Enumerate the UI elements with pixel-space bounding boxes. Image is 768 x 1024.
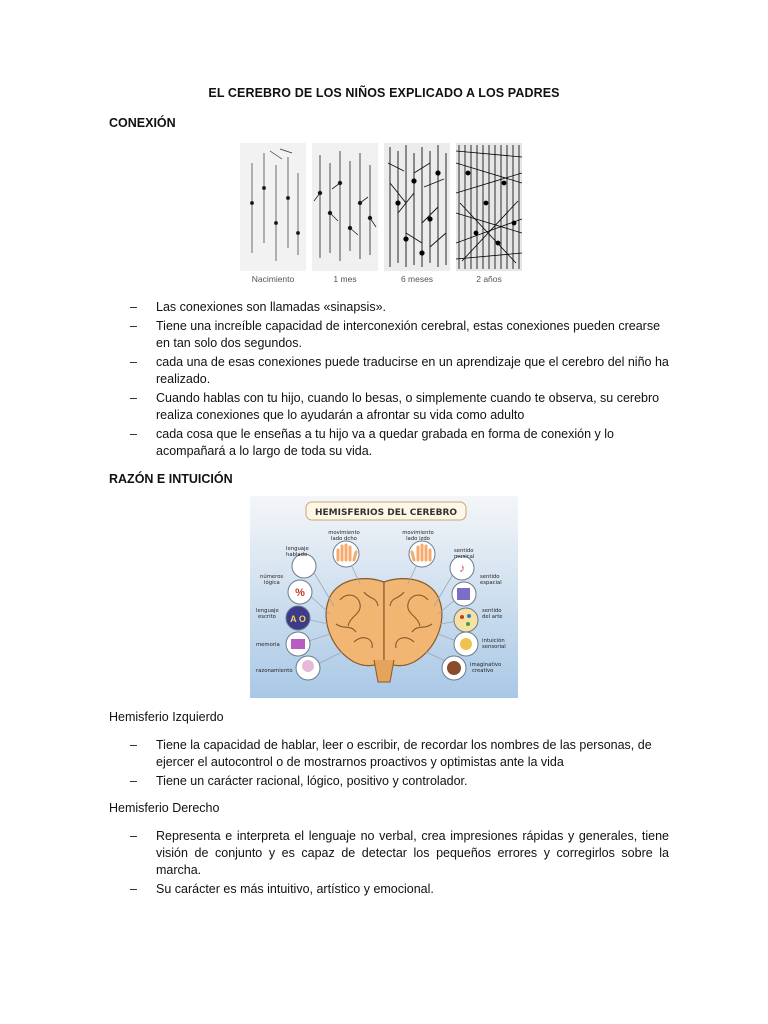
label-memory: memoria — [256, 642, 280, 648]
bullet-dash: – — [130, 391, 137, 405]
label-movement-left-line1: movimiento — [402, 530, 434, 536]
list-item — [109, 390, 669, 424]
bullet-text: Su carácter es más intuitivo, artístico y emocional. — [156, 882, 434, 896]
label-written-language-line2: escrito — [258, 614, 276, 620]
neuron-panel-2-years — [456, 143, 522, 271]
label-musical-sense-line1: sentido — [454, 548, 474, 554]
document-title: EL CEREBRO DE LOS NIÑOS EXPLICADO A LOS PADRES — [208, 86, 560, 100]
bullet-text: cada cosa que le enseñas a tu hijo va a quedar grabada en forma de conexión y lo acompañará a lo largo de toda su vida. — [156, 427, 614, 458]
label-spatial-sense-line1: sentido — [480, 574, 500, 580]
label-spoken-language-line2: hablado — [286, 552, 308, 558]
bullet-dash: – — [130, 774, 137, 788]
math-symbol-glyph: % — [295, 587, 305, 599]
label-movement-left-line2: lado izdo — [406, 536, 430, 542]
memory-box-glyph — [291, 639, 305, 649]
label-creative-line2: creativo — [472, 668, 494, 674]
label-intuition-line1: intuición — [482, 638, 505, 644]
reasoning-face-glyph — [302, 660, 314, 672]
cube-glyph — [457, 588, 470, 600]
list-item — [109, 828, 669, 879]
right-hemisphere-bullet-list — [109, 828, 669, 900]
label-movement-right-line2: lado dcho — [331, 536, 357, 542]
label-written-language-line1: lenguaje — [256, 608, 279, 614]
list-item — [109, 299, 669, 316]
section-heading-right-hemisphere: Hemisferio Derecho — [109, 801, 220, 815]
neuron-label-2-years: 2 años — [476, 274, 502, 284]
bullet-text: Representa e interpreta el lenguaje no verbal, crea impresiones rápidas y generales, tiene visión de conjunto y es capaz de detectar los pequeños errores y corregirlos sobre la marcha. — [156, 829, 669, 877]
label-reasoning: razonamiento — [256, 668, 293, 674]
palette-icon — [454, 608, 478, 632]
bullet-dash: – — [130, 882, 137, 896]
bullet-dash: – — [130, 427, 137, 441]
bullet-text: Las conexiones son llamadas «sinapsis». — [156, 300, 386, 314]
palette-dot-blue — [467, 614, 471, 618]
label-creative-line1: imaginativo — [470, 662, 502, 668]
bullet-dash: – — [130, 300, 137, 314]
figure-title: HEMISFERIOS DEL CEREBRO — [314, 508, 458, 518]
label-intuition-line2: sensorial — [482, 644, 506, 650]
list-item — [109, 318, 669, 352]
neuron-panel-6-months — [384, 143, 450, 271]
bullet-text: cada una de esas conexiones puede traducirse en un aprendizaje que el cerebro del niño ha realizado. — [156, 355, 669, 386]
bullet-text: Cuando hablas con tu hijo, cuando lo besas, o simplemente cuando te observa, su cerebro realiza conexiones que lo ayudarán a afrontar su vida como adulto — [156, 391, 660, 422]
section-heading-razon: RAZÓN E INTUICIÓN — [109, 472, 233, 486]
list-item — [109, 737, 669, 771]
label-numbers-logic-line2: lógica — [264, 580, 280, 586]
bullet-text: Tiene la capacidad de hablar, leer o escribir, de recordar los nombres de las personas, de ejercer el autocontrol o de mostrarnos proactivos y optimistas ante la vida — [156, 738, 652, 769]
palette-dot-green — [466, 622, 470, 626]
section-heading-left-hemisphere: Hemisferio Izquierdo — [109, 710, 224, 724]
label-spoken-language-line1: lenguaje — [286, 546, 309, 552]
label-musical-sense-line2: musical — [454, 554, 475, 560]
bullet-dash: – — [130, 829, 137, 843]
creative-glyph — [447, 661, 461, 675]
label-numbers-logic-line1: números — [260, 574, 284, 580]
brain-hemispheres-figure — [250, 496, 518, 698]
neuron-panel-1-month — [312, 143, 378, 271]
intuition-glyph — [460, 638, 472, 650]
hand-right-icon — [409, 541, 435, 567]
conexion-bullet-list — [109, 299, 669, 462]
bullet-text: Tiene un carácter racional, lógico, positivo y controlador. — [156, 774, 468, 788]
bullet-dash: – — [130, 738, 137, 752]
neuron-panel-birth — [240, 143, 306, 271]
label-art-sense-line2: del arte — [482, 614, 503, 620]
palette-dot-red — [460, 615, 464, 619]
neuron-growth-figure — [236, 143, 532, 289]
neuron-label-6-months: 6 meses — [400, 274, 434, 284]
letters-glyph: A O — [290, 614, 306, 624]
left-hemisphere-bullet-list — [109, 737, 669, 792]
label-spatial-sense-line2: espacial — [480, 580, 502, 586]
bullet-dash: – — [130, 319, 137, 333]
neuron-label-1-month: 1 mes — [333, 274, 357, 284]
list-item — [109, 881, 669, 898]
section-heading-conexion: CONEXIÓN — [109, 116, 176, 130]
neuron-label-birth: Nacimiento — [251, 274, 295, 284]
label-art-sense-line1: sentido — [482, 608, 502, 614]
music-note-glyph: ♪ — [459, 561, 465, 575]
hand-left-icon — [333, 541, 359, 567]
label-movement-right-line1: movimiento — [328, 530, 360, 536]
list-item — [109, 773, 669, 790]
list-item — [109, 354, 669, 388]
list-item — [109, 426, 669, 460]
bullet-dash: – — [130, 355, 137, 369]
bullet-text: Tiene una increíble capacidad de interconexión cerebral, estas conexiones pueden crearse en tan solo dos segundos. — [156, 319, 661, 350]
